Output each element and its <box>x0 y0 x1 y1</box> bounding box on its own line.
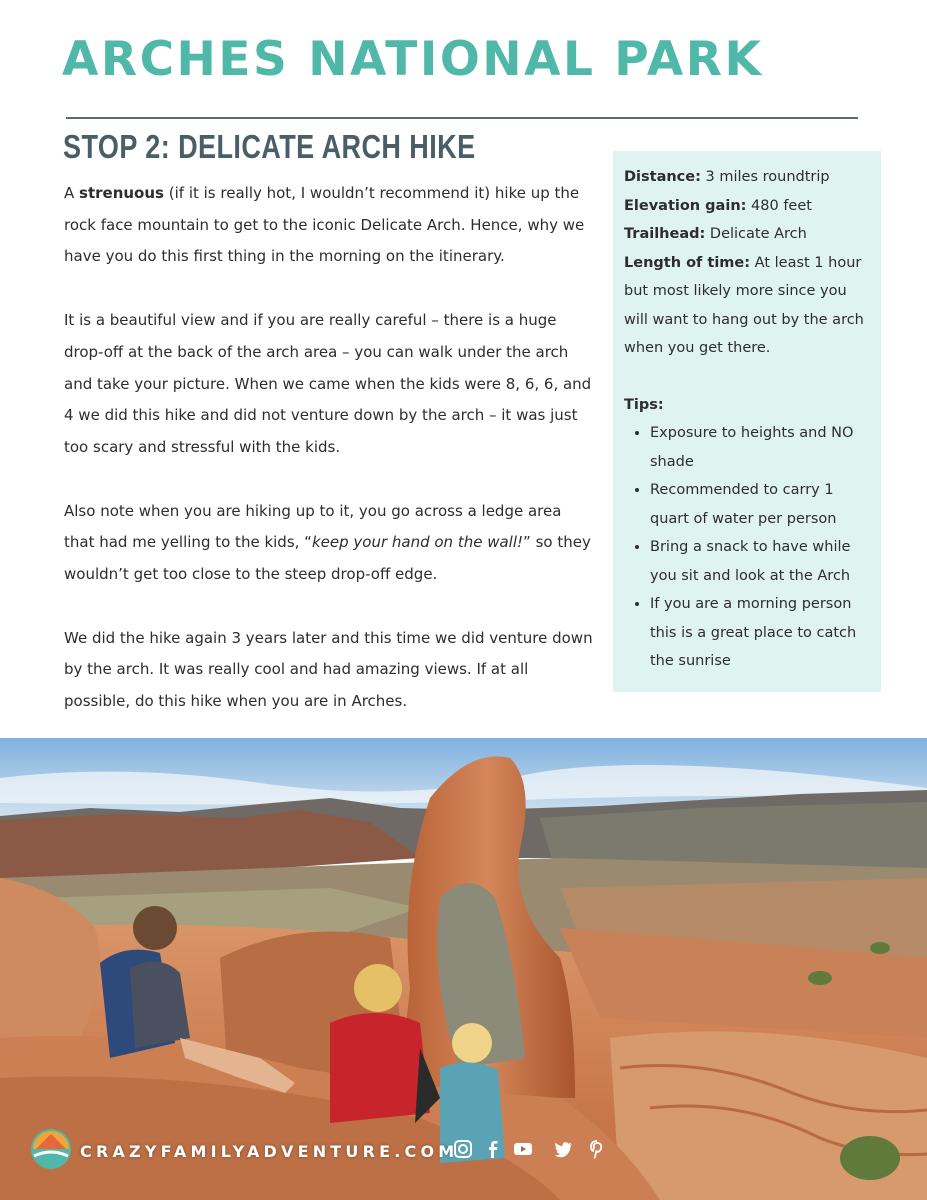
distance-fact: Distance: 3 miles roundtrip <box>624 169 830 185</box>
paragraph-view: It is a beautiful view and if you are really careful – there is a huge drop-off at the back of the arch area – you can walk under the arch and take your picture. When we came when the kids were 8, 6, 6, and 4 we did this hike and did not venture down by the arch – it was just too scary and stressful with the kids. <box>64 311 592 456</box>
tip-item: • Bring a snack to have while you sit and look at the Arch <box>650 533 871 590</box>
elevation-fact: Elevation gain: 480 feet <box>624 197 812 214</box>
length-fact: Length of time: At least 1 hour but most likely more since you will want to hang out by the arch when you get there. <box>624 254 864 356</box>
youtube-icon[interactable] <box>512 1138 534 1160</box>
trailhead-fact: Trailhead: Delicate Arch <box>624 226 807 242</box>
tip-item: • If you are a morning person this is a great place to catch the sunrise <box>650 590 871 676</box>
strenuous-emphasis: strenuous <box>79 184 164 202</box>
paragraph-again: We did the hike again 3 years later and this time we did venture down by the arch. It was really cool and had amazing views. If at all possible, do this hike when you are in Arches. <box>64 628 593 711</box>
twitter-icon[interactable] <box>552 1138 574 1160</box>
tip-item: • Exposure to heights and NO shade <box>650 419 871 476</box>
article-body <box>64 178 594 750</box>
trail-info-box <box>613 151 881 692</box>
quote-italic: keep your hand on the wall! <box>311 533 524 552</box>
facebook-icon[interactable] <box>482 1138 504 1160</box>
tips-list <box>624 419 871 676</box>
paragraph-intro: A strenuous (if it is really hot, I wouldn’t recommend it) hike up the rock face mountain to get to the iconic Delicate Arch. Hence, why we have you do this first thing in the morning on the itinerary. <box>64 184 585 266</box>
instagram-icon[interactable] <box>452 1138 474 1160</box>
title-divider <box>66 117 858 119</box>
delicate-arch-photo <box>0 738 927 1200</box>
site-logo <box>30 1128 72 1170</box>
pinterest-icon[interactable] <box>586 1138 608 1160</box>
paragraph-ledge: Also note when you are hiking up to it, you go across a ledge area that had me yelling to the kids, “keep your hand on the wall!” so they wouldn’t get too close to the steep drop-off edge. <box>64 501 591 584</box>
tip-item: • Recommended to carry 1 quart of water per person <box>650 476 871 533</box>
section-heading: STOP 2: DELICATE ARCH HIKE <box>63 128 476 165</box>
page-title: ARCHES NATIONAL PARK <box>62 32 764 87</box>
tips-heading: Tips: <box>624 396 664 413</box>
site-url[interactable]: CRAZYFAMILYADVENTURE.COM <box>80 1142 459 1161</box>
